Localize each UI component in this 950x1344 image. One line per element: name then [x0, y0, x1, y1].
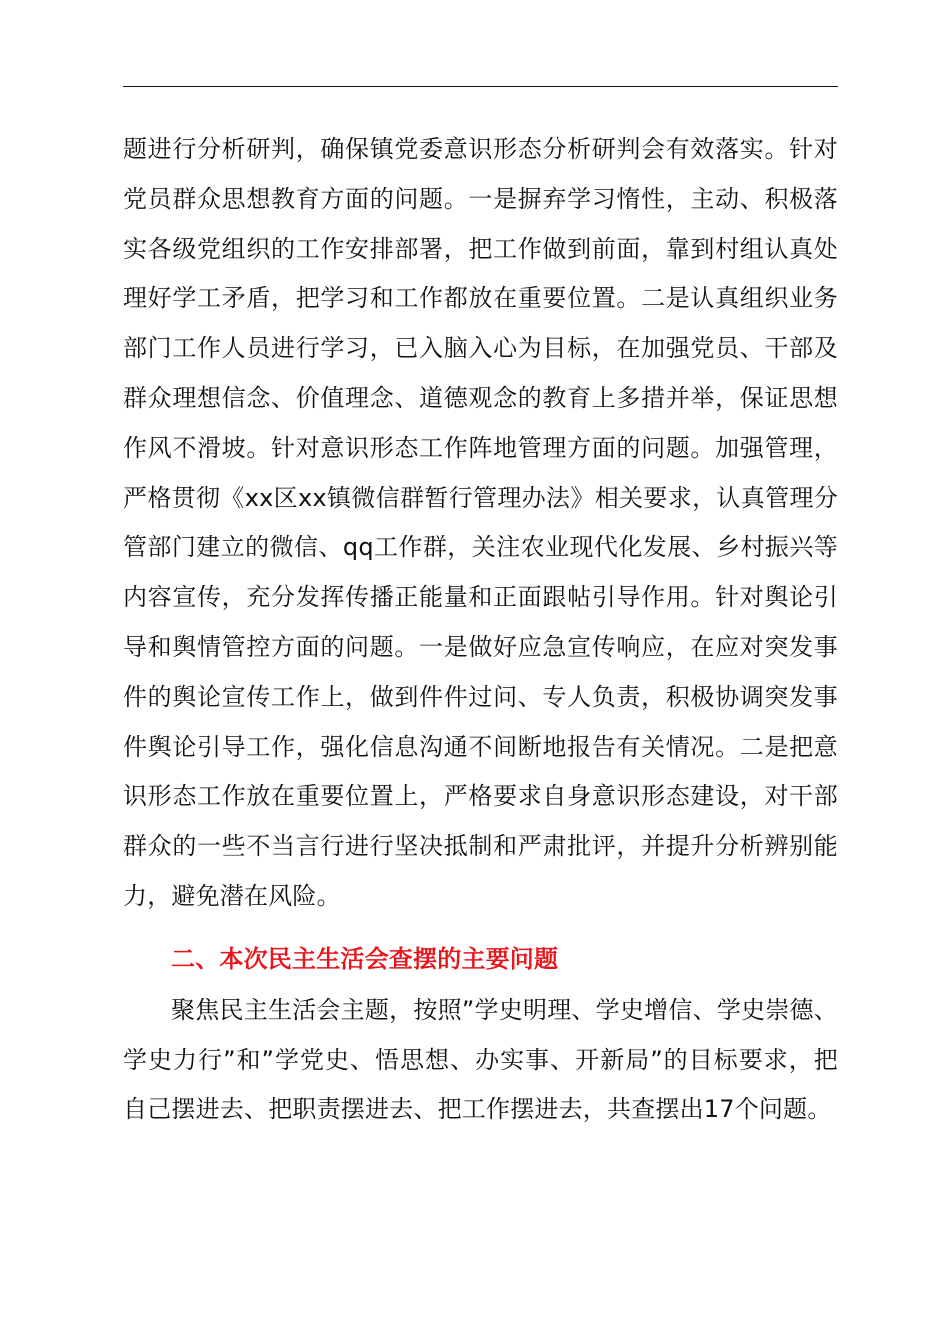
document-body — [123, 125, 838, 1135]
header-rule — [123, 86, 838, 87]
continued-paragraph: 题进行分析研判，确保镇党委意识形态分析研判会有效落实。针对党员群众思想教育方面的问题。一是摒弃学习惰性，主动、积极落实各级党组织的工作安排部署，把工作做到前面，靠到村组认真处理好学工矛盾，把学习和工作都放在重要位置。二是认真组织业务部门工作人员进行学习，已入脑入心为目标，在加强党员、干部及群众理想信念、价值理念、道德观念的教育上多措并举，保证思想作风不滑坡。针对意识形态工作阵地管理方面的问题。加强管理，严格贯彻《xx区xx镇微信群暂行管理办法》相关要求，认真管理分管部门建立的微信、qq工作群，关注农业现代化发展、乡村振兴等内容宣传，充分发挥传播正能量和正面跟帖引导作用。针对舆论引导和舆情管控方面的问题。一是做好应急宣传响应，在应对突发事件的舆论宣传工作上，做到件件过问、专人负责，积极协调突发事件舆论引导工作，强化信息沟通不间断地报告有关情况。二是把意识形态工作放在重要位置上，严格要求自身意识形态建设，对干部群众的一些不当言行进行坚决抵制和严肃批评，并提升分析辨别能力，避免潜在风险。 — [123, 135, 838, 910]
section-heading: 二、本次民主生活会查摆的主要问题 — [171, 944, 559, 973]
section-paragraph: 聚焦民主生活会主题，按照”学史明理、学史增信、学史崇德、学史力行”和”学党史、悟思想、办实事、开新局”的目标要求，把自己摆进去、把职责摆进去、把工作摆进去，共查摆出17个问题。 — [123, 995, 838, 1124]
